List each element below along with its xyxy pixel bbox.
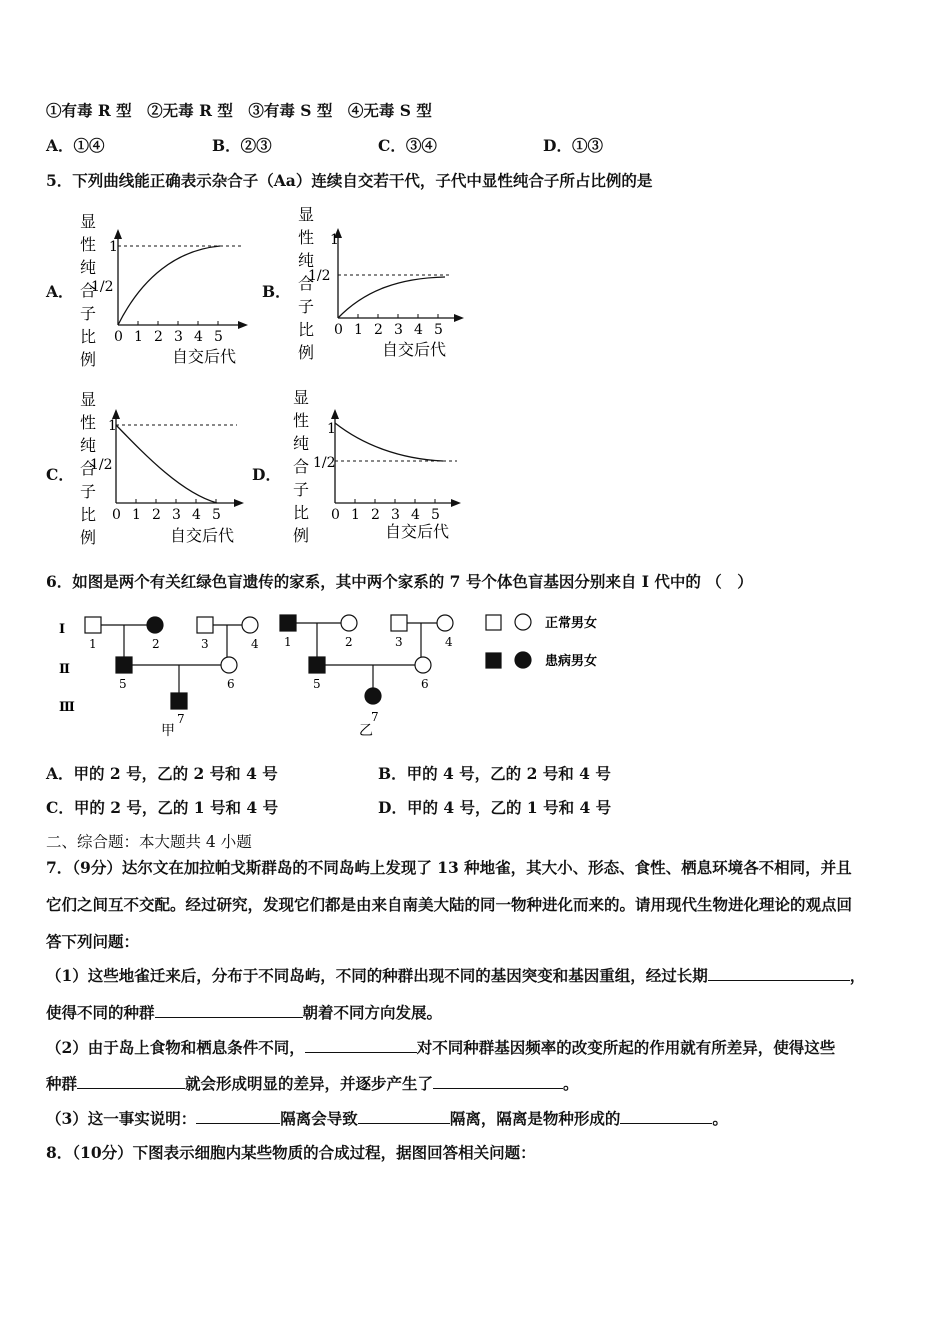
svg-text:4: 4 <box>194 329 203 345</box>
svg-text:4: 4 <box>192 507 201 523</box>
svg-text:4: 4 <box>445 635 453 649</box>
svg-text:比: 比 <box>80 505 97 524</box>
svg-text:0: 0 <box>114 329 123 345</box>
svg-text:1: 1 <box>89 637 97 651</box>
svg-text:3: 3 <box>394 322 403 338</box>
svg-text:Ⅰ: Ⅰ <box>59 622 66 637</box>
svg-text:1: 1 <box>284 635 292 649</box>
svg-text:5: 5 <box>434 322 443 338</box>
q6-option-a: A．甲的 2 号，乙的 2 号和 4 号 <box>46 764 278 783</box>
svg-text:纯: 纯 <box>293 434 310 453</box>
svg-text:纯: 纯 <box>80 436 97 455</box>
svg-text:比: 比 <box>293 503 310 522</box>
pedigree-legend <box>486 614 531 668</box>
svg-text:1/2: 1/2 <box>90 457 113 473</box>
svg-text:4: 4 <box>414 322 423 338</box>
svg-text:3: 3 <box>391 507 400 523</box>
svg-text:Ⅲ: Ⅲ <box>59 700 75 715</box>
svg-text:自交后代: 自交后代 <box>172 347 237 366</box>
svg-text:5: 5 <box>212 507 221 523</box>
section-heading: 二、综合题：本大题共 4 小题 <box>46 833 252 851</box>
svg-text:1/2: 1/2 <box>308 268 331 284</box>
svg-text:2: 2 <box>345 635 353 649</box>
graph-b <box>290 200 480 365</box>
svg-text:3: 3 <box>172 507 181 523</box>
q4-option-b: B．②③ <box>212 136 272 155</box>
svg-text:纯: 纯 <box>298 251 315 270</box>
svg-text:自交后代: 自交后代 <box>385 522 450 541</box>
svg-text:性: 性 <box>293 411 310 430</box>
svg-text:自交后代: 自交后代 <box>170 526 235 545</box>
svg-text:子: 子 <box>80 304 97 323</box>
answer-blank[interactable] <box>358 1108 450 1124</box>
svg-text:5: 5 <box>214 329 223 345</box>
svg-text:1: 1 <box>354 322 363 338</box>
svg-text:性: 性 <box>80 413 97 432</box>
svg-text:2: 2 <box>152 507 161 523</box>
svg-text:甲: 甲 <box>161 723 175 739</box>
svg-text:1/2: 1/2 <box>313 455 336 471</box>
svg-text:1: 1 <box>351 507 360 523</box>
q7-line-3: 答下列问题： <box>46 932 140 951</box>
svg-text:乙: 乙 <box>359 723 373 739</box>
svg-text:比: 比 <box>80 327 97 346</box>
svg-text:子: 子 <box>293 480 310 499</box>
svg-text:0: 0 <box>112 507 121 523</box>
svg-text:显: 显 <box>80 390 97 409</box>
q7-line-1: 7．（9分）达尔文在加拉帕戈斯群岛的不同岛屿上发现了 13 种地雀，其大小、形态、食性、栖息环境各不相同，并且 <box>46 858 852 877</box>
q5-stem: 5．下列曲线能正确表示杂合子（Aa）连续自交若干代，子代中显性纯合子所占比例的是 <box>46 171 653 190</box>
q6-option-b: B．甲的 4 号，乙的 2 号和 4 号 <box>378 764 611 783</box>
q4-items: ①有毒 R 型 ②无毒 R 型 ③有毒 S 型 ④无毒 S 型 <box>46 101 432 120</box>
q8-stem: 8．（10分）下图表示细胞内某些物质的合成过程，据图回答相关问题： <box>46 1143 536 1162</box>
svg-text:子: 子 <box>80 482 97 501</box>
q6-stem: 6．如图是两个有关红绿色盲遗传的家系，其中两个家系的 7 号个体色盲基因分别来自 I 代中的 （ ） <box>46 572 753 591</box>
q7-part-3: （3）这一事实说明： 隔离会导致 隔离，隔离是物种形成的 。 <box>46 1109 728 1128</box>
q4-option-d: D．①③ <box>543 136 603 155</box>
svg-text:5: 5 <box>119 677 127 691</box>
graph-d-ylabel <box>293 388 309 545</box>
answer-blank[interactable] <box>77 1073 185 1089</box>
q7-line-2: 它们之间互不交配。经过研究，发现它们都是由来自南美大陆的同一物种进化而来的。请用现代生物进化理论的观点回 <box>46 895 853 914</box>
q4-option-a: A．①④ <box>46 136 105 155</box>
svg-text:7: 7 <box>371 710 379 724</box>
answer-blank[interactable] <box>708 965 850 981</box>
svg-text:合: 合 <box>298 274 315 293</box>
svg-text:患病男女: 患病男女 <box>545 654 598 669</box>
svg-text:2: 2 <box>152 637 160 651</box>
svg-text:4: 4 <box>411 507 420 523</box>
svg-text:1: 1 <box>109 239 118 255</box>
q7-part-1-line-2: 使得不同的种群 朝着不同方向发展。 <box>46 1003 443 1022</box>
svg-text:2: 2 <box>154 329 163 345</box>
answer-blank[interactable] <box>305 1037 417 1053</box>
q4-option-c: C．③④ <box>378 136 437 155</box>
svg-text:性: 性 <box>298 228 315 247</box>
svg-text:1: 1 <box>330 232 339 248</box>
graph-a <box>72 205 262 370</box>
svg-text:显: 显 <box>80 212 97 231</box>
svg-text:1: 1 <box>327 421 336 437</box>
q5-label-d: D． <box>252 465 281 484</box>
svg-text:4: 4 <box>251 637 259 651</box>
svg-text:正常男女: 正常男女 <box>545 616 598 631</box>
q6-option-d: D．甲的 4 号，乙的 1 号和 4 号 <box>378 798 612 817</box>
svg-text:例: 例 <box>80 528 97 547</box>
svg-text:0: 0 <box>334 322 343 338</box>
svg-text:3: 3 <box>395 635 403 649</box>
graph-c <box>72 385 262 550</box>
answer-blank[interactable] <box>155 1002 303 1018</box>
svg-text:5: 5 <box>431 507 440 523</box>
svg-text:合: 合 <box>80 281 97 300</box>
svg-text:纯: 纯 <box>80 258 97 277</box>
svg-text:Ⅱ: Ⅱ <box>59 662 70 677</box>
pedigree-figure <box>55 603 635 748</box>
svg-text:性: 性 <box>80 235 97 254</box>
graph-d <box>285 385 475 550</box>
svg-text:6: 6 <box>421 677 429 691</box>
svg-text:合: 合 <box>293 457 310 476</box>
q6-option-c: C．甲的 2 号，乙的 1 号和 4 号 <box>46 798 279 817</box>
svg-text:子: 子 <box>298 297 315 316</box>
q5-label-a: A． <box>46 282 74 301</box>
svg-text:显: 显 <box>293 388 310 407</box>
q7-part-1-line-1: （1）这些地雀迁来后，分布于不同岛屿，不同的种群出现不同的基因突变和基因重组，经过长期 ， <box>46 966 866 985</box>
svg-text:2: 2 <box>374 322 383 338</box>
svg-text:例: 例 <box>80 350 97 369</box>
svg-text:比: 比 <box>298 320 315 339</box>
svg-text:0: 0 <box>331 507 340 523</box>
svg-text:5: 5 <box>313 677 321 691</box>
svg-text:2: 2 <box>371 507 380 523</box>
svg-text:例: 例 <box>293 526 310 545</box>
svg-text:3: 3 <box>174 329 183 345</box>
svg-text:1: 1 <box>134 329 143 345</box>
q5-label-b: B． <box>262 282 291 301</box>
svg-text:1: 1 <box>108 418 117 434</box>
svg-text:6: 6 <box>227 677 235 691</box>
family-jia <box>85 617 258 709</box>
svg-text:合: 合 <box>80 459 97 478</box>
svg-text:例: 例 <box>298 343 315 362</box>
answer-blank[interactable] <box>620 1108 712 1124</box>
q7-part-2-line-1: （2）由于岛上食物和栖息条件不同， 对不同种群基因频率的改变所起的作用就有所差异，使得这些 <box>46 1038 836 1057</box>
svg-text:7: 7 <box>177 712 185 726</box>
svg-text:自交后代: 自交后代 <box>382 340 447 359</box>
svg-text:显: 显 <box>298 205 315 224</box>
svg-text:1/2: 1/2 <box>91 279 114 295</box>
q7-part-2-line-2: 种群 就会形成明显的差异，并逐步产生了 。 <box>46 1074 579 1093</box>
svg-text:1: 1 <box>132 507 141 523</box>
answer-blank[interactable] <box>196 1108 280 1124</box>
answer-blank[interactable] <box>433 1073 563 1089</box>
q5-label-c: C． <box>46 465 74 484</box>
svg-text:3: 3 <box>201 637 209 651</box>
